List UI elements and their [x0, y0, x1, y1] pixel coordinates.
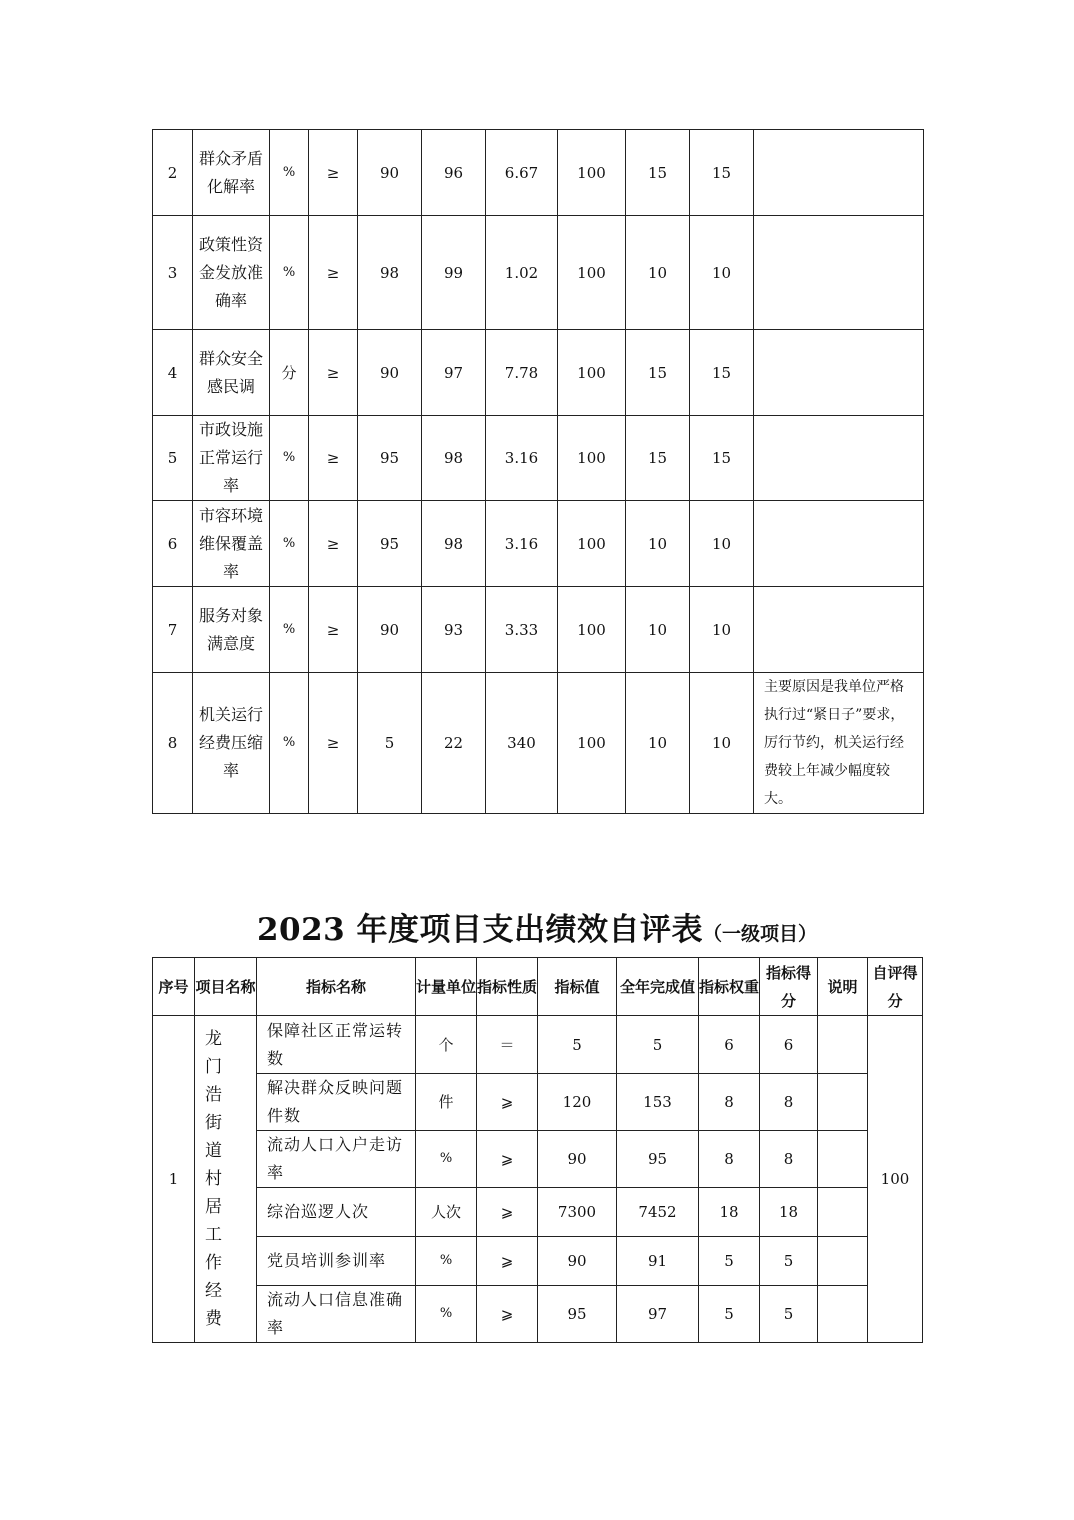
weight: 8: [699, 1074, 760, 1131]
score: 5: [760, 1237, 818, 1286]
score: 10: [690, 673, 754, 814]
indicator-name: 市容环境维保覆盖率: [193, 501, 270, 587]
note: [754, 587, 924, 673]
unit: %: [416, 1286, 477, 1343]
completed-value: 91: [617, 1237, 699, 1286]
weight: 8: [699, 1131, 760, 1188]
note: [818, 1131, 868, 1188]
indicator-value: 90: [538, 1237, 617, 1286]
comparison-operator: ≥: [309, 501, 358, 587]
weight: 18: [699, 1188, 760, 1237]
note: [754, 330, 924, 416]
header-unit: 计量单位: [416, 958, 477, 1016]
target-value: 98: [358, 216, 422, 330]
indicator-nature: ⩾: [477, 1131, 538, 1188]
header-weight: 指标权重: [699, 958, 760, 1016]
comparison-operator: ≥: [309, 416, 358, 501]
target-value: 5: [358, 673, 422, 814]
indicator-nature: ⩾: [477, 1286, 538, 1343]
unit: %: [270, 673, 309, 814]
header-self-score: 自评得分: [868, 958, 923, 1016]
header-nature: 指标性质: [477, 958, 538, 1016]
indicator-name: 流动人口入户走访率: [257, 1131, 416, 1188]
performance-table-continued: [152, 129, 924, 814]
weight: 5: [699, 1237, 760, 1286]
score: 15: [690, 130, 754, 216]
header-project: 项目名称: [195, 958, 257, 1016]
project-self-evaluation-table: [152, 957, 923, 1343]
header-row: [153, 958, 923, 1016]
unit: %: [416, 1237, 477, 1286]
weight: 10: [626, 501, 690, 587]
indicator-value: 90: [538, 1131, 617, 1188]
note: [818, 1237, 868, 1286]
unit: %: [270, 501, 309, 587]
table-row: [153, 587, 924, 673]
table-row: [153, 130, 924, 216]
project-number: 1: [153, 1016, 195, 1343]
indicator-name: 流动人口信息准确率: [257, 1286, 416, 1343]
completed-value: 95: [617, 1131, 699, 1188]
deviation-rate: 3.33: [486, 587, 558, 673]
unit: %: [270, 587, 309, 673]
indicator-value: 7300: [538, 1188, 617, 1237]
score: 15: [690, 416, 754, 501]
score: 6: [760, 1016, 818, 1074]
comparison-operator: ≥: [309, 130, 358, 216]
comparison-operator: ≥: [309, 216, 358, 330]
header-value: 指标值: [538, 958, 617, 1016]
weight: 15: [626, 330, 690, 416]
unit: 个: [416, 1016, 477, 1074]
table-row: [153, 501, 924, 587]
score: 15: [690, 330, 754, 416]
score: 8: [760, 1131, 818, 1188]
indicator-name: 机关运行经费压缩率: [193, 673, 270, 814]
indicator-nature: ⩾: [477, 1237, 538, 1286]
indicator-name: 综治巡逻人次: [257, 1188, 416, 1237]
actual-value: 93: [422, 587, 486, 673]
deviation-rate: 6.67: [486, 130, 558, 216]
weight: 10: [626, 673, 690, 814]
comparison-operator: ≥: [309, 330, 358, 416]
actual-value: 22: [422, 673, 486, 814]
score: 18: [760, 1188, 818, 1237]
target-value: 95: [358, 416, 422, 501]
header-completed: 全年完成值: [617, 958, 699, 1016]
note: [754, 501, 924, 587]
actual-value: 98: [422, 416, 486, 501]
table-row: [153, 1074, 923, 1131]
self-score: 100: [868, 1016, 923, 1343]
completion-score: 100: [558, 587, 626, 673]
target-value: 90: [358, 130, 422, 216]
table-row: [153, 1237, 923, 1286]
project-name: 龙门浩街道村居工作经费: [195, 1016, 257, 1343]
note: [754, 416, 924, 501]
unit: 件: [416, 1074, 477, 1131]
row-number: 8: [153, 673, 193, 814]
actual-value: 96: [422, 130, 486, 216]
indicator-name: 市政设施正常运行率: [193, 416, 270, 501]
header-note: 说明: [818, 958, 868, 1016]
unit: %: [270, 216, 309, 330]
note: [818, 1188, 868, 1237]
indicator-name: 解决群众反映问题件数: [257, 1074, 416, 1131]
title-main: 2023 年度项目支出绩效自评表: [256, 912, 704, 948]
header-score: 指标得分: [760, 958, 818, 1016]
indicator-nature: ＝: [477, 1016, 538, 1074]
note: [754, 130, 924, 216]
note: [754, 216, 924, 330]
note: 主要原因是我单位严格执行过“紧日子”要求，厉行节约，机关运行经费较上年减少幅度较大。: [754, 673, 924, 814]
table-row: [153, 1286, 923, 1343]
indicator-nature: ⩾: [477, 1188, 538, 1237]
completion-score: 100: [558, 130, 626, 216]
actual-value: 97: [422, 330, 486, 416]
unit: %: [270, 416, 309, 501]
completed-value: 153: [617, 1074, 699, 1131]
unit: 分: [270, 330, 309, 416]
comparison-operator: ≥: [309, 587, 358, 673]
weight: 5: [699, 1286, 760, 1343]
completion-score: 100: [558, 216, 626, 330]
row-number: 5: [153, 416, 193, 501]
indicator-name: 群众矛盾化解率: [193, 130, 270, 216]
indicator-value: 5: [538, 1016, 617, 1074]
deviation-rate: 1.02: [486, 216, 558, 330]
unit: 人次: [416, 1188, 477, 1237]
indicator-value: 95: [538, 1286, 617, 1343]
unit: %: [270, 130, 309, 216]
score: 10: [690, 587, 754, 673]
note: [818, 1074, 868, 1131]
score: 10: [690, 216, 754, 330]
score: 5: [760, 1286, 818, 1343]
indicator-value: 120: [538, 1074, 617, 1131]
indicator-nature: ⩾: [477, 1074, 538, 1131]
weight: 6: [699, 1016, 760, 1074]
comparison-operator: ≥: [309, 673, 358, 814]
deviation-rate: 3.16: [486, 501, 558, 587]
deviation-rate: 340: [486, 673, 558, 814]
table-row: [153, 1188, 923, 1237]
weight: 10: [626, 216, 690, 330]
table-row: [153, 416, 924, 501]
title-sub: （一级项目）: [703, 923, 818, 945]
row-number: 6: [153, 501, 193, 587]
completion-score: 100: [558, 673, 626, 814]
table-row: [153, 1016, 923, 1074]
page-title: [0, 904, 1074, 949]
row-number: 3: [153, 216, 193, 330]
score: 8: [760, 1074, 818, 1131]
completed-value: 5: [617, 1016, 699, 1074]
note: [818, 1286, 868, 1343]
indicator-name: 党员培训参训率: [257, 1237, 416, 1286]
unit: %: [416, 1131, 477, 1188]
header-indicator: 指标名称: [257, 958, 416, 1016]
actual-value: 98: [422, 501, 486, 587]
table-row: [153, 1131, 923, 1188]
target-value: 95: [358, 501, 422, 587]
table-row: [153, 330, 924, 416]
row-number: 4: [153, 330, 193, 416]
row-number: 2: [153, 130, 193, 216]
actual-value: 99: [422, 216, 486, 330]
row-number: 7: [153, 587, 193, 673]
table-row: [153, 216, 924, 330]
weight: 15: [626, 416, 690, 501]
completed-value: 7452: [617, 1188, 699, 1237]
indicator-name: 群众安全感民调: [193, 330, 270, 416]
note: [818, 1016, 868, 1074]
completion-score: 100: [558, 416, 626, 501]
weight: 15: [626, 130, 690, 216]
score: 10: [690, 501, 754, 587]
completion-score: 100: [558, 501, 626, 587]
completed-value: 97: [617, 1286, 699, 1343]
target-value: 90: [358, 587, 422, 673]
table-row: [153, 673, 924, 814]
weight: 10: [626, 587, 690, 673]
target-value: 90: [358, 330, 422, 416]
indicator-name: 服务对象满意度: [193, 587, 270, 673]
deviation-rate: 7.78: [486, 330, 558, 416]
deviation-rate: 3.16: [486, 416, 558, 501]
header-no: 序号: [153, 958, 195, 1016]
indicator-name: 政策性资金发放准确率: [193, 216, 270, 330]
indicator-name: 保障社区正常运转数: [257, 1016, 416, 1074]
completion-score: 100: [558, 330, 626, 416]
